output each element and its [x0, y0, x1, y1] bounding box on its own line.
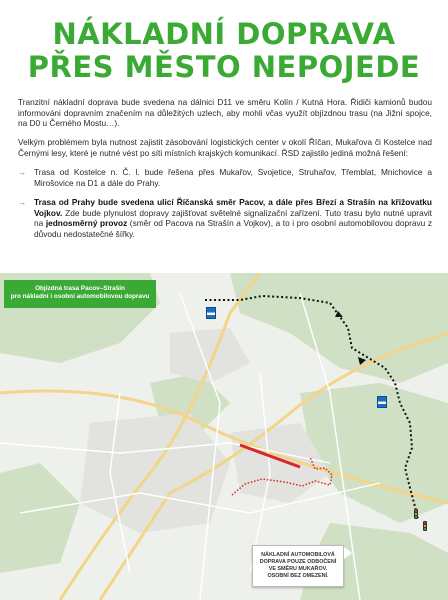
paragraph-1: Tranzitní nákladní doprava bude svedena na dálnici D11 ve směru Kolín / Kutná Hora. Řidiči kamionů budou informováni dopravním značením na důležitých uzlech, aby mohli včas využít objízdnou trasu (na Jižní spojce, na D0 u Černého Mostu…).: [18, 97, 432, 129]
route-map: [0, 273, 448, 600]
headline: [0, 18, 448, 84]
bullet-2-text-1: Zde bude plynulost dopravy zajišťovat světelné signalizační zařízení. Tuto trasu bylo nutné upravit na: [34, 207, 432, 229]
headline-line-2: PŘES MĚSTO NEPOJEDE: [27, 50, 421, 84]
headline-line-1: NÁKLADNÍ DOPRAVA: [52, 17, 396, 51]
bullet-2-bold-1: Trasa od Prahy bude svedena ulicí Říčanská směr Pacov, a dále přes Březí a Strašín na křižovatku Vojkov.: [34, 196, 432, 218]
arrow-icon: →: [18, 167, 27, 178]
traffic-light-icon: [414, 509, 418, 519]
truck-sign-icon: ▬: [378, 397, 386, 406]
notice-line-2: DOPRAVA POUZE ODBOČENÍ: [259, 558, 337, 565]
notice-line-4: OSOBNÍ BEZ OMEZENÍ.: [267, 572, 329, 579]
bullet-item-2: [18, 197, 432, 239]
notice-line-1: NÁKLADNÍ AUTOMOBILOVÁ: [261, 552, 335, 558]
built-up-areas: [80, 328, 330, 533]
bullet-item-1: [18, 167, 432, 188]
paragraph-2: Velkým problémem byla nutnost zajistit zásobování logistických center v okolí Říčan, Mukařova či Kostelce nad Černými lesy, které je nutné vést po síti místních krajských komunikací. ŘSD zajistilo jediná možná řešení:: [18, 137, 432, 158]
bullet-2-text-2: (směr od Pacova na Strašín a Vojkov), a to i pro osobní automobilovou dopravu z důvodu nedostatečné šířky.: [34, 218, 432, 239]
article-body: [18, 97, 432, 248]
map-graphic: [0, 273, 448, 600]
map-notice: [252, 545, 344, 587]
bullet-2-bold-2: jednosměrný provoz: [45, 218, 128, 229]
arrow-icon: →: [18, 196, 27, 207]
bullet-text-1: Trasa od Kostelce n. Č. l. bude řešena přes Mukařov, Svojetice, Struhařov, Třemblat, Mnichovice a Mirošovice na D1 a dále do Prahy.: [34, 167, 432, 188]
bullet-text-2: [34, 197, 432, 239]
map-legend: [4, 280, 156, 308]
notice-line-3: VE SMĚRU MUKAŘOV.: [268, 565, 328, 572]
truck-sign-icon: ▬: [207, 308, 215, 317]
legend-line-1: Objízdná trasa Pacov–Strašín: [35, 285, 125, 292]
legend-line-2: pro nákladní i osobní automobilovou dopravu: [10, 293, 150, 301]
notice-pointer: [344, 547, 352, 559]
forest-areas: [0, 273, 448, 600]
traffic-light-icon: [423, 521, 427, 531]
